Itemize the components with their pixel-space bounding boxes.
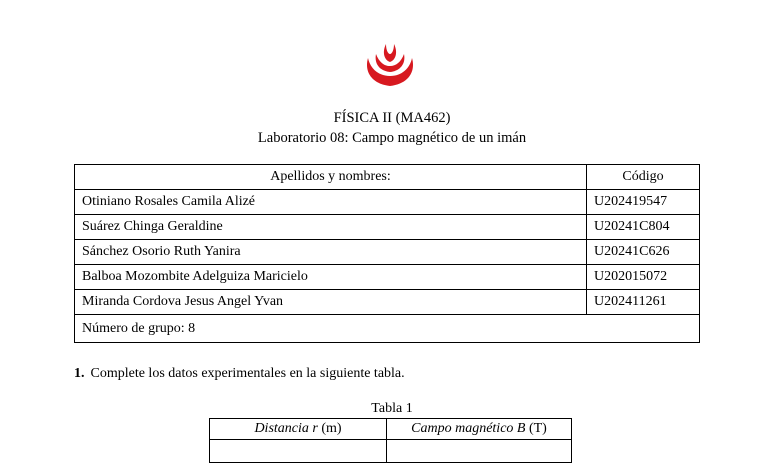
question-number: 1. bbox=[74, 366, 85, 381]
data-table-row bbox=[210, 440, 572, 463]
question-text: Complete los datos experimentales en la siguiente tabla. bbox=[90, 366, 405, 381]
member-name: Balboa Mozombite Adelguiza Maricielo bbox=[75, 265, 587, 290]
member-name: Miranda Cordova Jesus Angel Yvan bbox=[75, 290, 587, 315]
group-row bbox=[75, 315, 700, 343]
code-header: Código bbox=[587, 165, 700, 190]
field-header bbox=[387, 419, 572, 440]
table-row bbox=[75, 190, 700, 215]
table-row bbox=[75, 265, 700, 290]
member-name: Suárez Chinga Geraldine bbox=[75, 215, 587, 240]
field-symbol: Campo magnético B bbox=[411, 421, 526, 436]
member-code: U202411261 bbox=[587, 290, 700, 315]
lab-title: Laboratorio 08: Campo magnético de un imán bbox=[257, 130, 527, 146]
member-code: U202015072 bbox=[587, 265, 700, 290]
table-row bbox=[75, 215, 700, 240]
field-unit: (T) bbox=[525, 421, 547, 436]
distance-header bbox=[210, 419, 387, 440]
table1-caption: Tabla 1 bbox=[371, 401, 413, 416]
members-table bbox=[74, 164, 700, 343]
distance-cell[interactable] bbox=[210, 440, 387, 463]
member-name: Sánchez Osorio Ruth Yanira bbox=[75, 240, 587, 265]
distance-unit: (m) bbox=[317, 421, 342, 436]
table-header-row bbox=[75, 165, 700, 190]
distance-symbol: Distancia r bbox=[254, 421, 318, 436]
member-name: Otiniano Rosales Camila Alizé bbox=[75, 190, 587, 215]
table-row bbox=[75, 290, 700, 315]
names-header: Apellidos y nombres: bbox=[75, 165, 587, 190]
course-title: FÍSICA II (MA462) bbox=[333, 110, 451, 126]
table-row bbox=[75, 240, 700, 265]
member-code: U202419547 bbox=[587, 190, 700, 215]
field-cell[interactable] bbox=[387, 440, 572, 463]
group-number: Número de grupo: 8 bbox=[75, 315, 700, 343]
member-code: U20241C626 bbox=[587, 240, 700, 265]
university-logo bbox=[360, 38, 420, 88]
data-table-header-row bbox=[210, 419, 572, 440]
question-1 bbox=[74, 366, 405, 382]
member-code: U20241C804 bbox=[587, 215, 700, 240]
